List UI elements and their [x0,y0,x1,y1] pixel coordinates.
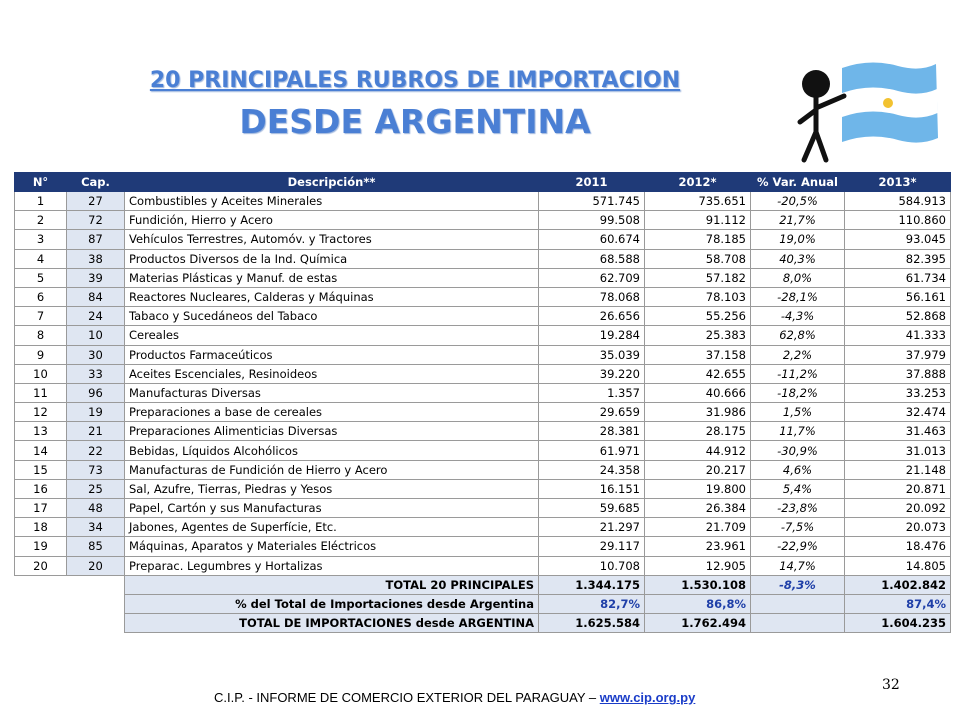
row-2013: 21.148 [845,460,951,479]
row-2011: 78.068 [539,287,645,306]
row-number: 6 [15,287,67,306]
row-number: 7 [15,307,67,326]
row-2013: 20.871 [845,479,951,498]
imports-table [14,172,951,633]
share-label: % del Total de Importaciones desde Argentina [125,594,539,613]
row-number: 10 [15,364,67,383]
table-row [15,422,951,441]
total-imports-2012: 1.762.494 [645,614,751,633]
row-variation: 19,0% [751,230,845,249]
row-description: Sal, Azufre, Tierras, Piedras y Yesos [125,479,539,498]
footer-website-link[interactable]: www.cip.org.py [599,690,696,705]
row-chapter: 25 [67,479,125,498]
row-number: 19 [15,537,67,556]
row-chapter: 34 [67,518,125,537]
row-2011: 68.588 [539,249,645,268]
row-description: Manufacturas Diversas [125,383,539,402]
row-2011: 28.381 [539,422,645,441]
table-row [15,326,951,345]
col-header-number: N° [15,173,67,192]
row-number: 14 [15,441,67,460]
row-variation: -23,8% [751,499,845,518]
table-row [15,383,951,402]
row-number: 4 [15,249,67,268]
row-variation: -11,2% [751,364,845,383]
footer-text: C.I.P. - INFORME DE COMERCIO EXTERIOR DEL PARAGUAY – [214,690,600,705]
row-2012: 25.383 [645,326,751,345]
total-imports-2013: 1.604.235 [845,614,951,633]
row-variation: 11,7% [751,422,845,441]
row-2012: 78.103 [645,287,751,306]
row-description: Productos Diversos de la Ind. Química [125,249,539,268]
row-2012: 58.708 [645,249,751,268]
row-2013: 18.476 [845,537,951,556]
row-chapter: 96 [67,383,125,402]
row-2012: 23.961 [645,537,751,556]
row-2011: 60.674 [539,230,645,249]
share-2013: 87,4% [845,594,951,613]
row-variation: 21,7% [751,211,845,230]
table-row [15,403,951,422]
row-chapter: 39 [67,268,125,287]
row-2012: 26.384 [645,499,751,518]
row-2013: 61.734 [845,268,951,287]
row-number: 9 [15,345,67,364]
row-variation: -22,9% [751,537,845,556]
table-row [15,479,951,498]
row-2011: 35.039 [539,345,645,364]
row-chapter: 19 [67,403,125,422]
row-number: 20 [15,556,67,575]
row-number: 1 [15,192,67,211]
total-20-2012: 1.530.108 [645,575,751,594]
row-description: Combustibles y Aceites Minerales [125,192,539,211]
row-number: 16 [15,479,67,498]
col-header-2012: 2012* [645,173,751,192]
row-2012: 37.158 [645,345,751,364]
row-2012: 57.182 [645,268,751,287]
row-variation: -20,5% [751,192,845,211]
total-20-row [15,575,951,594]
row-variation: 1,5% [751,403,845,422]
row-number: 12 [15,403,67,422]
row-variation: 4,6% [751,460,845,479]
row-2011: 39.220 [539,364,645,383]
row-description: Preparaciones Alimenticias Diversas [125,422,539,441]
row-2013: 82.395 [845,249,951,268]
row-2013: 110.860 [845,211,951,230]
table-row [15,460,951,479]
row-2011: 62.709 [539,268,645,287]
row-2011: 29.659 [539,403,645,422]
row-2012: 44.912 [645,441,751,460]
row-number: 3 [15,230,67,249]
row-2011: 19.284 [539,326,645,345]
table-row [15,364,951,383]
table-row [15,211,951,230]
row-2012: 735.651 [645,192,751,211]
row-description: Máquinas, Aparatos y Materiales Eléctricos [125,537,539,556]
row-2013: 584.913 [845,192,951,211]
row-number: 15 [15,460,67,479]
share-row [15,594,951,613]
row-description: Reactores Nucleares, Calderas y Máquinas [125,287,539,306]
row-2013: 14.805 [845,556,951,575]
row-2013: 37.888 [845,364,951,383]
row-chapter: 48 [67,499,125,518]
table-row [15,307,951,326]
row-2011: 29.117 [539,537,645,556]
row-2012: 19.800 [645,479,751,498]
row-chapter: 22 [67,441,125,460]
row-2013: 56.161 [845,287,951,306]
row-chapter: 73 [67,460,125,479]
row-2012: 78.185 [645,230,751,249]
row-2012: 28.175 [645,422,751,441]
title-line-1: 20 PRINCIPALES RUBROS DE IMPORTACION [149,68,681,93]
col-header-2011: 2011 [539,173,645,192]
table-row [15,441,951,460]
row-chapter: 20 [67,556,125,575]
share-variation [751,594,845,613]
row-variation: -28,1% [751,287,845,306]
row-description: Fundición, Hierro y Acero [125,211,539,230]
row-2013: 31.463 [845,422,951,441]
row-2012: 42.655 [645,364,751,383]
row-number: 11 [15,383,67,402]
row-description: Manufacturas de Fundición de Hierro y Acero [125,460,539,479]
row-2013: 41.333 [845,326,951,345]
table-row [15,287,951,306]
row-variation: 14,7% [751,556,845,575]
share-2012: 86,8% [645,594,751,613]
row-chapter: 72 [67,211,125,230]
row-variation: 8,0% [751,268,845,287]
row-2013: 32.474 [845,403,951,422]
total-20-label: TOTAL 20 PRINCIPALES [125,575,539,594]
row-chapter: 21 [67,422,125,441]
row-variation: -30,9% [751,441,845,460]
page-number: 32 [882,677,900,693]
stick-figure-holding-argentina-flag-icon [780,50,940,170]
row-chapter: 87 [67,230,125,249]
row-2011: 21.297 [539,518,645,537]
table-row [15,518,951,537]
col-header-2013: 2013* [845,173,951,192]
row-number: 18 [15,518,67,537]
table-header-row [15,173,951,192]
row-variation: -18,2% [751,383,845,402]
row-description: Papel, Cartón y sus Manufacturas [125,499,539,518]
row-2013: 37.979 [845,345,951,364]
table-row [15,249,951,268]
row-2012: 40.666 [645,383,751,402]
row-description: Cereales [125,326,539,345]
row-variation: 5,4% [751,479,845,498]
row-number: 13 [15,422,67,441]
table-row [15,230,951,249]
argentina-flag-icon [842,62,938,142]
row-2012: 91.112 [645,211,751,230]
row-description: Preparac. Legumbres y Hortalizas [125,556,539,575]
stick-figure-icon [800,70,844,160]
row-2011: 571.745 [539,192,645,211]
row-2013: 20.073 [845,518,951,537]
total-imports-label: TOTAL DE IMPORTACIONES desde ARGENTINA [125,614,539,633]
total-20-variation: -8,3% [751,575,845,594]
row-2013: 52.868 [845,307,951,326]
total-imports-2011: 1.625.584 [539,614,645,633]
row-chapter: 33 [67,364,125,383]
table-row [15,268,951,287]
row-variation: 62,8% [751,326,845,345]
share-2011: 82,7% [539,594,645,613]
table-row [15,192,951,211]
row-2011: 16.151 [539,479,645,498]
row-number: 17 [15,499,67,518]
row-number: 2 [15,211,67,230]
row-chapter: 27 [67,192,125,211]
row-2011: 26.656 [539,307,645,326]
row-chapter: 10 [67,326,125,345]
row-chapter: 30 [67,345,125,364]
footer [214,690,695,705]
row-2012: 21.709 [645,518,751,537]
total-imports-row [15,614,951,633]
row-description: Jabones, Agentes de Superfície, Etc. [125,518,539,537]
row-2011: 10.708 [539,556,645,575]
total-20-2011: 1.344.175 [539,575,645,594]
row-variation: 40,3% [751,249,845,268]
row-description: Materias Plásticas y Manuf. de estas [125,268,539,287]
table-row [15,537,951,556]
row-description: Preparaciones a base de cereales [125,403,539,422]
col-header-description: Descripción** [125,173,539,192]
row-variation: 2,2% [751,345,845,364]
row-2012: 31.986 [645,403,751,422]
row-number: 8 [15,326,67,345]
row-description: Bebidas, Líquidos Alcohólicos [125,441,539,460]
row-description: Tabaco y Sucedáneos del Tabaco [125,307,539,326]
table-row [15,345,951,364]
table-row [15,556,951,575]
row-2012: 12.905 [645,556,751,575]
row-2012: 55.256 [645,307,751,326]
row-chapter: 24 [67,307,125,326]
row-2011: 24.358 [539,460,645,479]
col-header-chapter: Cap. [67,173,125,192]
table-row [15,499,951,518]
row-2011: 61.971 [539,441,645,460]
row-2013: 20.092 [845,499,951,518]
row-2011: 59.685 [539,499,645,518]
row-2013: 33.253 [845,383,951,402]
row-variation: -7,5% [751,518,845,537]
row-description: Vehículos Terrestres, Automóv. y Tractores [125,230,539,249]
row-2011: 99.508 [539,211,645,230]
row-2012: 20.217 [645,460,751,479]
col-header-variation: % Var. Anual [751,173,845,192]
row-2013: 93.045 [845,230,951,249]
row-variation: -4,3% [751,307,845,326]
row-description: Aceites Escenciales, Resinoideos [125,364,539,383]
row-chapter: 84 [67,287,125,306]
title-line-2: DESDE ARGENTINA [239,102,591,141]
total-20-2013: 1.402.842 [845,575,951,594]
row-chapter: 85 [67,537,125,556]
row-2013: 31.013 [845,441,951,460]
row-description: Productos Farmaceúticos [125,345,539,364]
row-chapter: 38 [67,249,125,268]
total-imports-variation [751,614,845,633]
row-2011: 1.357 [539,383,645,402]
row-number: 5 [15,268,67,287]
